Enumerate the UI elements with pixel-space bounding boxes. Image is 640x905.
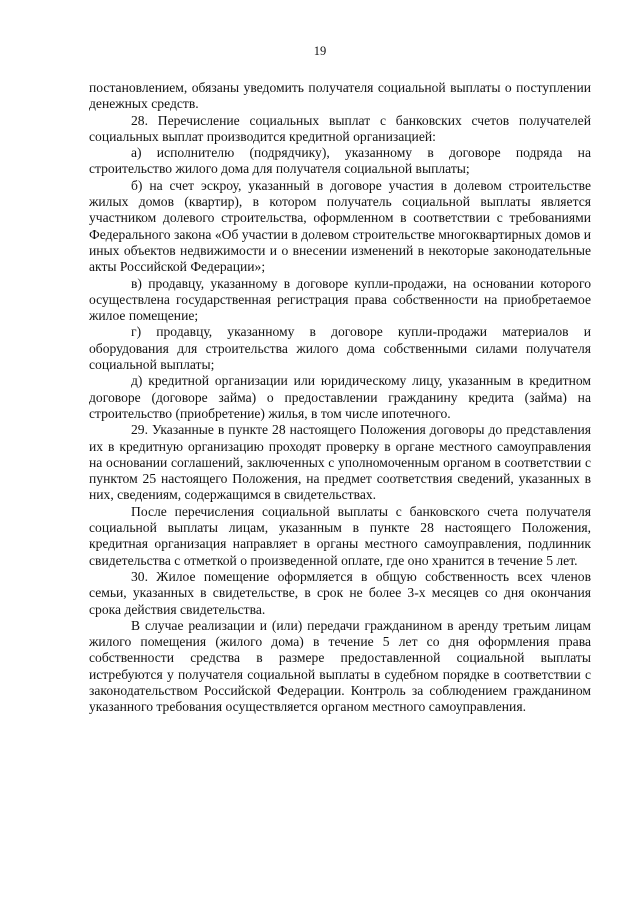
paragraph-item-30: 30. Жилое помещение оформляется в общую собственность всех членов семьи, указанных в свидетельстве, в срок не более 3-х месяцев со дня окончания срока действия свидетельства. <box>89 568 591 617</box>
paragraph-subitem-v: в) продавцу, указанному в договоре купли-продажи, на основании которого осуществлена государственная регистрация права собственности на приобретаемое жилое помещение; <box>89 275 591 324</box>
paragraph-item-28: 28. Перечисление социальных выплат с банковских счетов получателей социальных выплат производится кредитной организацией: <box>89 112 591 144</box>
paragraph-subitem-d: д) кредитной организации или юридическому лицу, указанным в кредитном договоре (договоре займа) о предоставлении гражданину кредита (займа) на строительство (приобретение) жилья, в том числе ипотечного. <box>89 373 591 421</box>
paragraph-item-29: 29. Указанные в пункте 28 настоящего Положения договоры до представления их в кредитную организацию проходят проверку в органе местного самоуправления на основании соглашений, заключенных с уполномоченным органом в соответствии с пунктом 25 настоящего Положения, на предмет соответствия сведений, указанных в них, сведениям, содержащимся в свидетельствах. <box>89 422 591 503</box>
paragraph-subitem-b: б) на счет эскроу, указанный в договоре участия в долевом строительстве жилых домов (квартир), в котором получатель социальной выплаты является участником долевого строительства, оформленном в соответствии с требованиями Федерального закона «Об участии в долевом строительстве многоквартирных домов и иных объектов недвижимости и о внесении изменений в некоторые законодательные акты Российской Федерации»; <box>89 177 591 275</box>
page-number: 19 <box>313 44 327 58</box>
document-body <box>89 80 591 716</box>
paragraph-resale-control: В случае реализации и (или) передачи гражданином в аренду третьим лицам жилого помещения (жилого дома) в течение 5 лет со дня оформления права собственности средства в размере предоставленной социальной выплаты истребуются у получателя социальной выплаты в судебном порядке в соответствии с законодательством Российской Федерации. Контроль за соблюдением гражданином указанного требования осуществляется органом местного самоуправления. <box>89 617 591 715</box>
paragraph-subitem-a: а) исполнителю (подрядчику), указанному в договоре подряда на строительство жилого дома для получателя социальной выплаты; <box>89 145 591 177</box>
paragraph-continuation: постановлением, обязаны уведомить получателя социальной выплаты о поступлении денежных средств. <box>89 80 591 112</box>
paragraph-subitem-g: г) продавцу, указанному в договоре купли-продажи материалов и оборудования для строительства жилого дома собственными силами получателя социальной выплаты; <box>89 324 591 373</box>
paragraph-after-payment: После перечисления социальной выплаты с банковского счета получателя социальной выплаты лицам, указанным в пункте 28 настоящего Положения, кредитная организация направляет в органы местного самоуправления, подлинник свидетельства с отметкой о произведенной оплате, где оно хранится в течение 5 лет. <box>89 503 591 568</box>
